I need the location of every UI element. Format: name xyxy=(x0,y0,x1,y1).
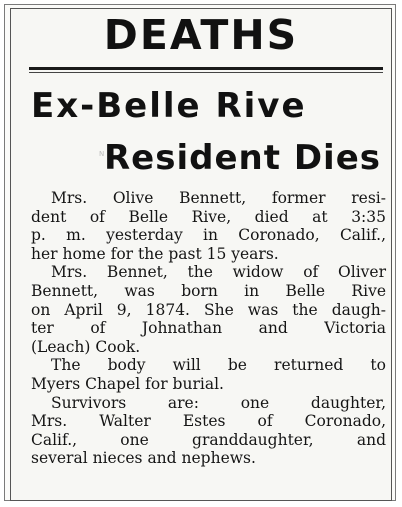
headline-line-1: Ex-Belle Rive xyxy=(31,86,307,126)
headline-line-2: Resident Dies xyxy=(104,138,381,178)
paragraph-burial xyxy=(31,356,386,393)
text-line: Bennett, was born in Belle Rive xyxy=(31,281,386,300)
text-line: dent of Belle Rive, died at 3:35 xyxy=(31,207,386,226)
text-line: several nieces and nephews. xyxy=(31,449,256,468)
paragraph-biography xyxy=(31,263,386,356)
text-line: p. m. yesterday in Coronado, Calif., xyxy=(31,226,386,245)
text-line: Survivors are: one daughter, xyxy=(51,393,386,412)
text-line: Calif., one granddaughter, and xyxy=(31,430,386,449)
faint-print-mark: N xyxy=(99,150,105,158)
text-line: (Leach) Cook. xyxy=(31,337,141,356)
paragraph-death-notice xyxy=(31,189,386,263)
text-line: The body will be returned to xyxy=(51,356,386,375)
text-line: Mrs. Bennet, the widow of Oliver xyxy=(51,263,386,282)
paragraph-survivors xyxy=(31,394,386,468)
text-line: on April 9, 1874. She was the daugh- xyxy=(31,300,386,319)
text-line: Mrs. Walter Estes of Coronado, xyxy=(31,412,386,431)
newspaper-clipping xyxy=(10,8,392,501)
text-line: her home for the past 15 years. xyxy=(31,244,279,263)
header-rule-thin xyxy=(29,72,383,73)
text-line: ter of Johnathan and Victoria xyxy=(31,319,386,338)
header-rule xyxy=(29,67,383,70)
text-line: Myers Chapel for burial. xyxy=(31,374,224,393)
text-line: Mrs. Olive Bennett, former resi- xyxy=(51,189,386,207)
article-body xyxy=(31,189,386,468)
section-header: DEATHS xyxy=(103,11,299,59)
